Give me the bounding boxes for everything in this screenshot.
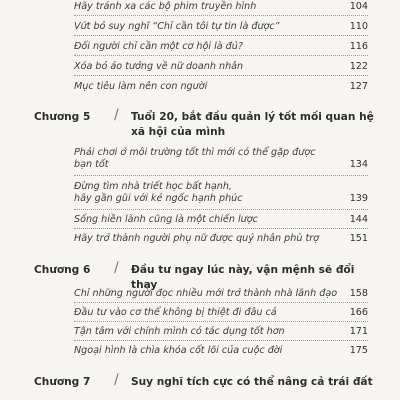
chapter-label: Chương 6 xyxy=(34,264,91,276)
toc-entry xyxy=(74,288,368,300)
entry-page: 166 xyxy=(349,307,368,318)
chapter-title: Đầu tư ngay lúc này, vận mệnh sẽ đổi thay xyxy=(131,264,355,291)
toc-entry xyxy=(74,147,368,171)
slash-separator: / xyxy=(114,372,119,388)
entry-page: 139 xyxy=(349,193,368,204)
entry-page: 104 xyxy=(349,1,368,12)
dotted-divider xyxy=(74,321,368,322)
entry-title: Ngoại hình là chìa khóa cốt lõi của cuộc đời xyxy=(74,345,283,356)
entry-page: 116 xyxy=(349,41,368,52)
entry-page: 134 xyxy=(349,159,368,170)
entry-title: Đầu tư vào cơ thể không bị thiệt đi đâu cả xyxy=(74,307,277,318)
chapter-title: Tuổi 20, bắt đầu quản lý tốt mối quan hệ xã hội của mình xyxy=(131,111,374,138)
slash-separator: / xyxy=(114,107,119,123)
toc-entry xyxy=(74,81,368,93)
dotted-divider xyxy=(74,209,368,210)
entry-title: Hãy trở thành người phụ nữ được quý nhân phù trợ xyxy=(74,233,320,244)
chapter-heading xyxy=(34,107,374,142)
entry-page: 158 xyxy=(349,288,368,299)
entry-page: 171 xyxy=(349,326,368,337)
entry-page: 127 xyxy=(349,81,368,92)
toc-entry xyxy=(74,21,368,33)
entry-page: 175 xyxy=(349,345,368,356)
chapter-label: Chương 7 xyxy=(34,376,91,388)
toc-entry xyxy=(74,214,368,226)
entry-title-line: Phải chơi ở môi trường tốt thì mới có thể gặp được xyxy=(74,147,316,158)
toc-entry xyxy=(74,1,368,13)
entry-title: Tận tâm với chính mình có tác dụng tốt hơn xyxy=(74,326,285,337)
entry-title: Sống hiền lành cũng là một chiến lược xyxy=(74,214,258,225)
entry-page: 110 xyxy=(349,21,368,32)
entry-title: Hãy tránh xa các bộ phim truyền hình xyxy=(74,1,257,12)
chapter-heading xyxy=(34,372,374,391)
dotted-divider xyxy=(74,55,368,56)
toc-entry xyxy=(74,41,368,53)
dotted-divider xyxy=(74,175,368,176)
toc-entry xyxy=(74,345,368,357)
entry-title: Vứt bỏ suy nghĩ “Chỉ cần tôi tự tin là được” xyxy=(74,21,280,32)
toc-entry xyxy=(74,61,368,73)
dotted-divider xyxy=(74,302,368,303)
dotted-divider xyxy=(74,35,368,36)
entry-page: 122 xyxy=(349,61,368,72)
entry-title-line: bạn tốt xyxy=(74,159,109,170)
slash-separator: / xyxy=(114,260,119,276)
entry-title: Xóa bỏ ảo tưởng về nữ doanh nhân xyxy=(74,61,244,72)
entry-page: 151 xyxy=(349,233,368,244)
entry-title-line: hãy gần gũi với kẻ ngốc hạnh phúc xyxy=(74,193,243,204)
entry-title: Mục tiêu làm nên con người xyxy=(74,81,208,92)
entry-page: 144 xyxy=(349,214,368,225)
toc-entry xyxy=(74,326,368,338)
entry-title-line: Đừng tìm nhà triết học bất hạnh, xyxy=(74,181,232,192)
chapter-heading xyxy=(34,260,374,291)
toc-entry xyxy=(74,233,368,245)
toc-entry xyxy=(74,307,368,319)
dotted-divider xyxy=(74,228,368,229)
toc-entry xyxy=(74,181,368,205)
dotted-divider xyxy=(74,340,368,341)
dotted-divider xyxy=(74,75,368,76)
entry-title: Chỉ những người đọc nhiều mới trở thành nhà lãnh đạo xyxy=(74,288,338,299)
dotted-divider xyxy=(74,15,368,16)
entry-title: Đối người chỉ cần một cơ hội là đủ? xyxy=(74,41,243,52)
chapter-title: Suy nghĩ tích cực có thể nâng cả trái đất xyxy=(131,376,373,388)
chapter-label: Chương 5 xyxy=(34,111,91,123)
